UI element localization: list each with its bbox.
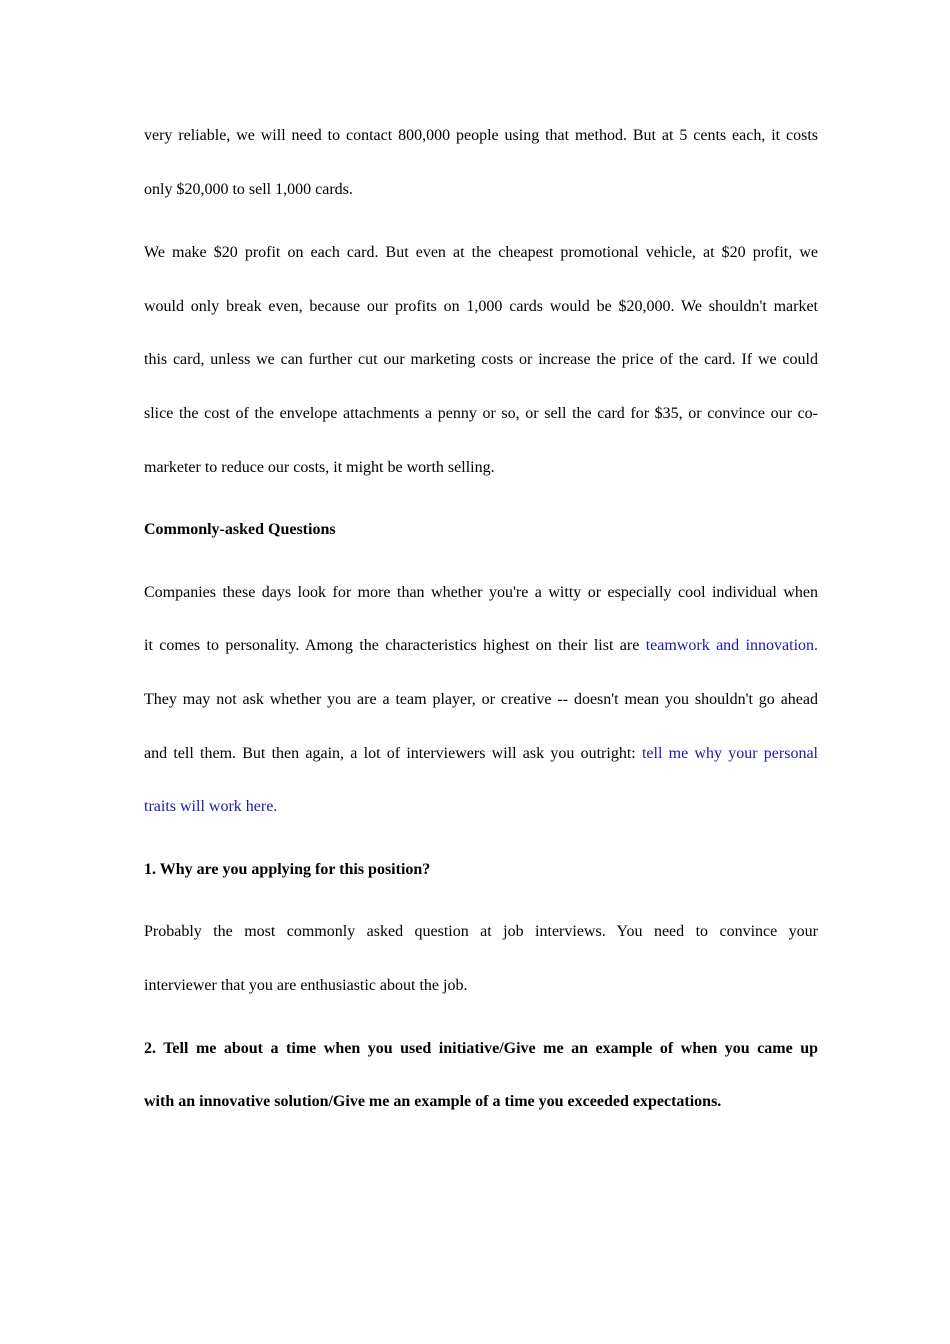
paragraph-line: They may not ask whether you are a team player, or creative -- doesn't mean you shouldn't go ahead — [144, 691, 818, 708]
paragraph-line: only $20,000 to sell 1,000 cards. — [144, 181, 353, 198]
paragraph-line: this card, unless we can further cut our marketing costs or increase the price of the card. If we could — [144, 351, 818, 368]
answer-line: interviewer that you are enthusiastic about the job. — [144, 977, 468, 994]
question-heading: 1. Why are you applying for this position? — [144, 861, 431, 878]
paragraph-line — [144, 636, 818, 656]
paragraph-text: it comes to personality. Among the characteristics highest on their list are — [144, 637, 646, 654]
question-heading: 2. Tell me about a time when you used initiative/Give me an example of when you came up — [144, 1040, 818, 1057]
paragraph-text: and tell them. But then again, a lot of interviewers will ask you outright: — [144, 745, 642, 762]
personal-traits-link-continued[interactable]: traits will work here. — [144, 798, 278, 815]
teamwork-link[interactable]: teamwork and innovation. — [645, 637, 819, 654]
paragraph-line: marketer to reduce our costs, it might be worth selling. — [144, 459, 495, 476]
paragraph-line: slice the cost of the envelope attachments a penny or so, or sell the card for $35, or convince our co- — [144, 405, 818, 422]
question-heading: with an innovative solution/Give me an example of a time you exceeded expectations. — [144, 1093, 722, 1110]
paragraph-line — [144, 797, 818, 817]
paragraph-line: very reliable, we will need to contact 800,000 people using that method. But at 5 cents each, it costs — [144, 127, 818, 144]
paragraph-line: We make $20 profit on each card. But even at the cheapest promotional vehicle, at $20 profit, we — [144, 244, 818, 261]
paragraph-line: would only break even, because our profits on 1,000 cards would be $20,000. We shouldn't market — [144, 298, 818, 315]
answer-line: Probably the most commonly asked question at job interviews. You need to convince your — [144, 923, 818, 940]
section-heading: Commonly-asked Questions — [144, 521, 336, 538]
paragraph-line — [144, 744, 818, 764]
personal-traits-link[interactable]: tell me why your personal — [641, 745, 818, 762]
paragraph-line: Companies these days look for more than whether you're a witty or especially cool individual when — [144, 584, 818, 601]
